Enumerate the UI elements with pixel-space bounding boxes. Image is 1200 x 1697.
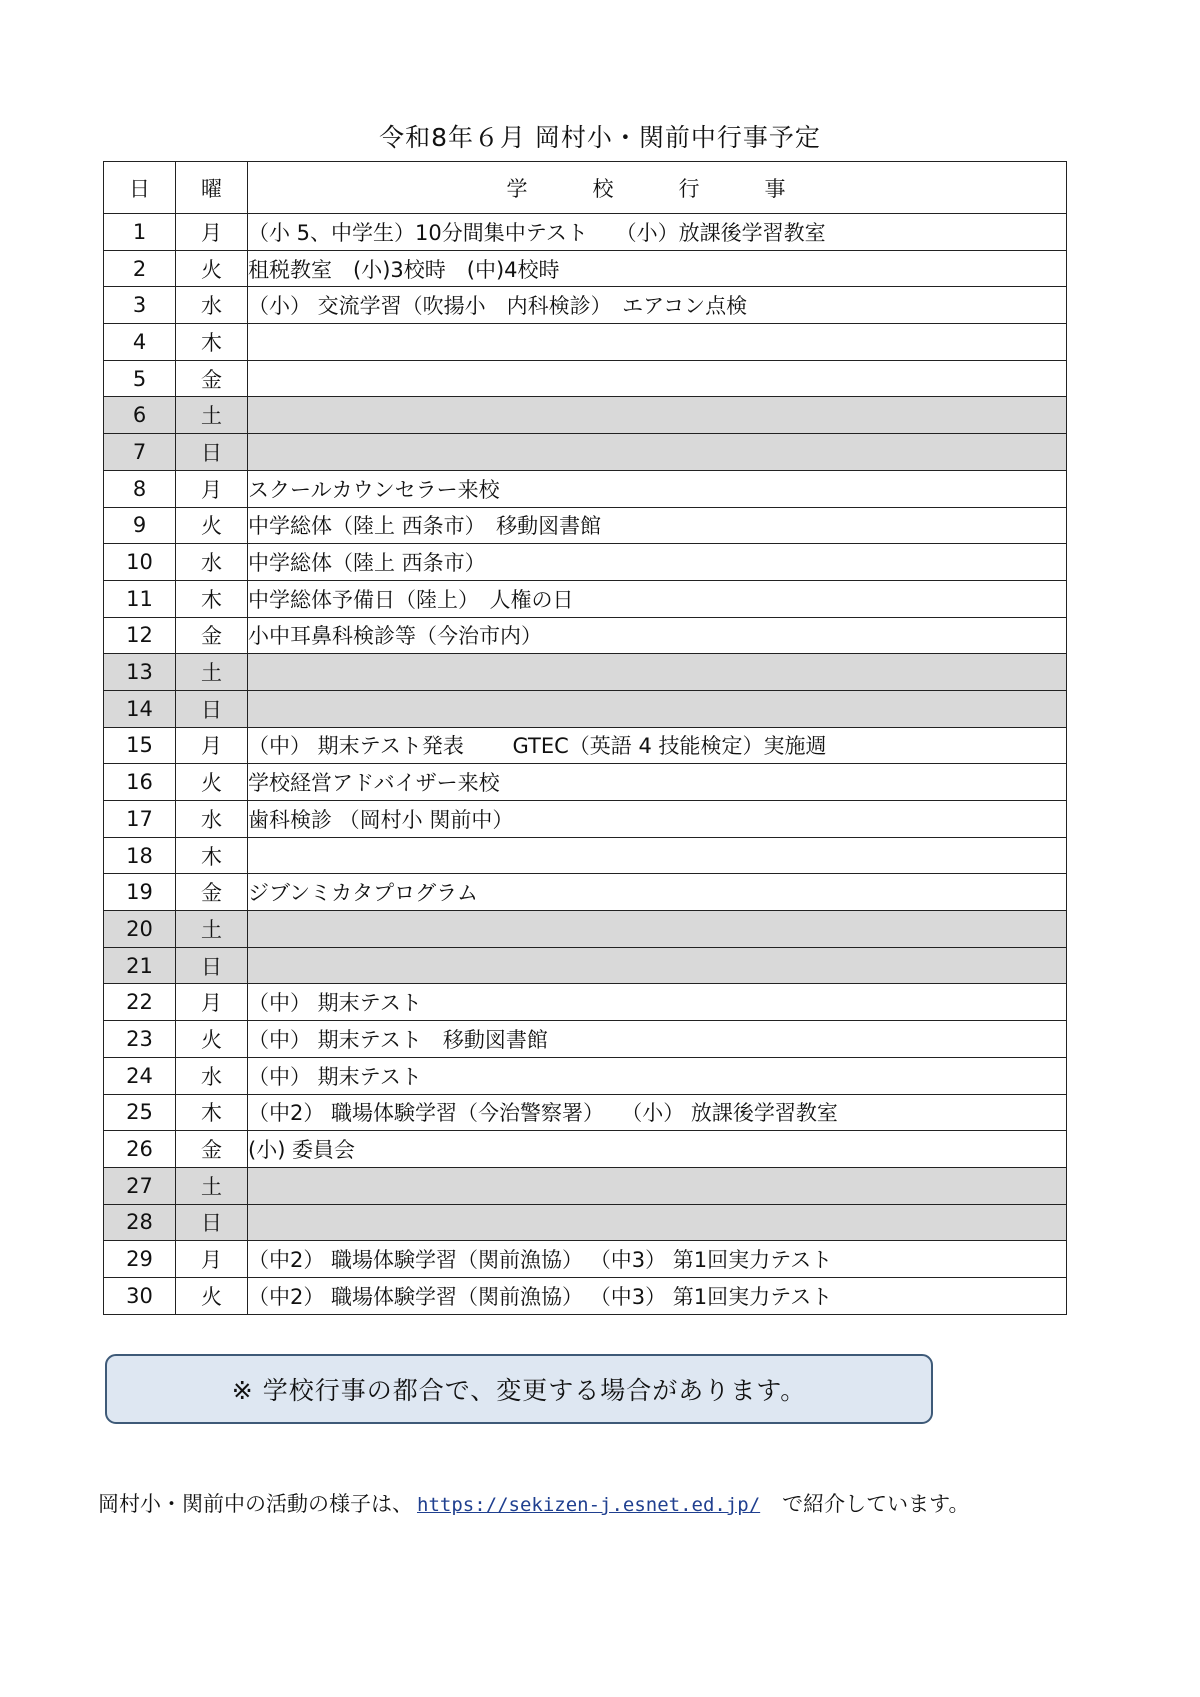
day-cell: 21 xyxy=(104,947,176,984)
weekday-cell: 月 xyxy=(176,1241,248,1278)
weekday-cell: 土 xyxy=(176,654,248,691)
events-cell: （中） 期末テスト xyxy=(248,984,1067,1021)
events-cell: 中学総体予備日（陸上） 人権の日 xyxy=(248,580,1067,617)
events-cell: （小 5、中学生）10分間集中テスト （小）放課後学習教室 xyxy=(248,214,1067,251)
footer-before: 岡村小・関前中の活動の様子は、 xyxy=(98,1492,413,1516)
weekday-cell: 火 xyxy=(176,764,248,801)
day-cell: 2 xyxy=(104,250,176,287)
events-cell xyxy=(248,911,1067,948)
weekday-cell: 火 xyxy=(176,1277,248,1314)
table-row xyxy=(104,837,1067,874)
day-cell: 3 xyxy=(104,287,176,324)
day-cell: 18 xyxy=(104,837,176,874)
weekday-cell: 金 xyxy=(176,360,248,397)
events-cell xyxy=(248,947,1067,984)
table-row xyxy=(104,360,1067,397)
page-title: 令和8年６月 岡村小・関前中行事予定 xyxy=(379,123,821,152)
weekday-cell: 土 xyxy=(176,911,248,948)
weekday-cell: 水 xyxy=(176,544,248,581)
weekday-cell: 水 xyxy=(176,1057,248,1094)
events-cell: (小) 委員会 xyxy=(248,1131,1067,1168)
day-cell: 11 xyxy=(104,580,176,617)
table-row xyxy=(104,1021,1067,1058)
day-cell: 24 xyxy=(104,1057,176,1094)
day-cell: 1 xyxy=(104,214,176,251)
events-cell: 学校経営アドバイザー来校 xyxy=(248,764,1067,801)
school-website-link[interactable]: https://sekizen-j.esnet.ed.jp/ xyxy=(417,1494,761,1516)
events-cell: （小） 交流学習（吹揚小 内科検診） エアコン点検 xyxy=(248,287,1067,324)
day-cell: 28 xyxy=(104,1204,176,1241)
table-header-row xyxy=(104,162,1067,214)
weekday-cell: 月 xyxy=(176,470,248,507)
table-row xyxy=(104,250,1067,287)
table-row xyxy=(104,801,1067,838)
table-row xyxy=(104,544,1067,581)
weekday-cell: 月 xyxy=(176,727,248,764)
day-cell: 22 xyxy=(104,984,176,1021)
table-row xyxy=(104,507,1067,544)
table-row xyxy=(104,947,1067,984)
table-row xyxy=(104,1167,1067,1204)
events-cell: （中2） 職場体験学習（関前漁協） （中3） 第1回実力テスト xyxy=(248,1277,1067,1314)
weekday-cell: 火 xyxy=(176,250,248,287)
events-cell: 租税教室 (小)3校時 (中)4校時 xyxy=(248,250,1067,287)
events-cell: （中） 期末テスト xyxy=(248,1057,1067,1094)
weekday-cell: 木 xyxy=(176,837,248,874)
day-cell: 14 xyxy=(104,690,176,727)
weekday-cell: 木 xyxy=(176,1094,248,1131)
table-row xyxy=(104,1131,1067,1168)
events-cell: 中学総体（陸上 西条市） 移動図書館 xyxy=(248,507,1067,544)
table-row xyxy=(104,874,1067,911)
table-row xyxy=(104,1204,1067,1241)
table-row xyxy=(104,397,1067,434)
day-cell: 15 xyxy=(104,727,176,764)
notice-text: ※ 学校行事の都合で、変更する場合があります。 xyxy=(231,1376,807,1405)
table-row xyxy=(104,727,1067,764)
day-cell: 19 xyxy=(104,874,176,911)
weekday-cell: 火 xyxy=(176,1021,248,1058)
table-row xyxy=(104,690,1067,727)
day-cell: 16 xyxy=(104,764,176,801)
header-day: 日 xyxy=(104,162,176,214)
events-cell xyxy=(248,360,1067,397)
day-cell: 26 xyxy=(104,1131,176,1168)
day-cell: 5 xyxy=(104,360,176,397)
table-row xyxy=(104,214,1067,251)
weekday-cell: 金 xyxy=(176,617,248,654)
weekday-cell: 水 xyxy=(176,801,248,838)
table-row xyxy=(104,434,1067,471)
events-cell: （中2） 職場体験学習（関前漁協） （中3） 第1回実力テスト xyxy=(248,1241,1067,1278)
table-row xyxy=(104,580,1067,617)
table-row xyxy=(104,984,1067,1021)
footer-text xyxy=(98,1488,970,1518)
events-cell xyxy=(248,690,1067,727)
table-row xyxy=(104,470,1067,507)
day-cell: 8 xyxy=(104,470,176,507)
weekday-cell: 日 xyxy=(176,947,248,984)
weekday-cell: 木 xyxy=(176,580,248,617)
table-row xyxy=(104,1241,1067,1278)
day-cell: 4 xyxy=(104,324,176,361)
events-cell xyxy=(248,837,1067,874)
table-row xyxy=(104,654,1067,691)
day-cell: 7 xyxy=(104,434,176,471)
weekday-cell: 日 xyxy=(176,690,248,727)
table-row xyxy=(104,617,1067,654)
events-cell: 歯科検診 （岡村小 関前中） xyxy=(248,801,1067,838)
table-row xyxy=(104,911,1067,948)
weekday-cell: 金 xyxy=(176,1131,248,1168)
weekday-cell: 土 xyxy=(176,1167,248,1204)
events-cell: ジブンミカタプログラム xyxy=(248,874,1067,911)
events-cell xyxy=(248,1167,1067,1204)
weekday-cell: 金 xyxy=(176,874,248,911)
events-cell xyxy=(248,397,1067,434)
schedule-body xyxy=(104,214,1067,1315)
table-row xyxy=(104,1094,1067,1131)
weekday-cell: 土 xyxy=(176,397,248,434)
table-row xyxy=(104,764,1067,801)
header-weekday: 曜 xyxy=(176,162,248,214)
events-cell: スクールカウンセラー来校 xyxy=(248,470,1067,507)
day-cell: 6 xyxy=(104,397,176,434)
day-cell: 20 xyxy=(104,911,176,948)
notice-box xyxy=(105,1354,933,1424)
weekday-cell: 月 xyxy=(176,214,248,251)
events-cell: （中2） 職場体験学習（今治警察署） （小） 放課後学習教室 xyxy=(248,1094,1067,1131)
events-cell xyxy=(248,324,1067,361)
day-cell: 17 xyxy=(104,801,176,838)
events-cell: （中） 期末テスト 移動図書館 xyxy=(248,1021,1067,1058)
table-row xyxy=(104,1057,1067,1094)
weekday-cell: 火 xyxy=(176,507,248,544)
events-cell: 小中耳鼻科検診等（今治市内） xyxy=(248,617,1067,654)
table-row xyxy=(104,324,1067,361)
day-cell: 30 xyxy=(104,1277,176,1314)
day-cell: 25 xyxy=(104,1094,176,1131)
weekday-cell: 日 xyxy=(176,1204,248,1241)
events-cell: 中学総体（陸上 西条市） xyxy=(248,544,1067,581)
events-cell xyxy=(248,1204,1067,1241)
events-cell xyxy=(248,654,1067,691)
footer-after: で紹介しています。 xyxy=(782,1492,970,1516)
day-cell: 13 xyxy=(104,654,176,691)
weekday-cell: 日 xyxy=(176,434,248,471)
table-row xyxy=(104,287,1067,324)
weekday-cell: 月 xyxy=(176,984,248,1021)
events-cell: （中） 期末テスト発表 GTEC（英語 4 技能検定）実施週 xyxy=(248,727,1067,764)
day-cell: 12 xyxy=(104,617,176,654)
schedule-table xyxy=(103,161,1067,1315)
events-cell xyxy=(248,434,1067,471)
day-cell: 9 xyxy=(104,507,176,544)
header-events: 学 校 行 事 xyxy=(248,162,1067,214)
day-cell: 27 xyxy=(104,1167,176,1204)
day-cell: 23 xyxy=(104,1021,176,1058)
weekday-cell: 水 xyxy=(176,287,248,324)
day-cell: 10 xyxy=(104,544,176,581)
day-cell: 29 xyxy=(104,1241,176,1278)
weekday-cell: 木 xyxy=(176,324,248,361)
table-row xyxy=(104,1277,1067,1314)
